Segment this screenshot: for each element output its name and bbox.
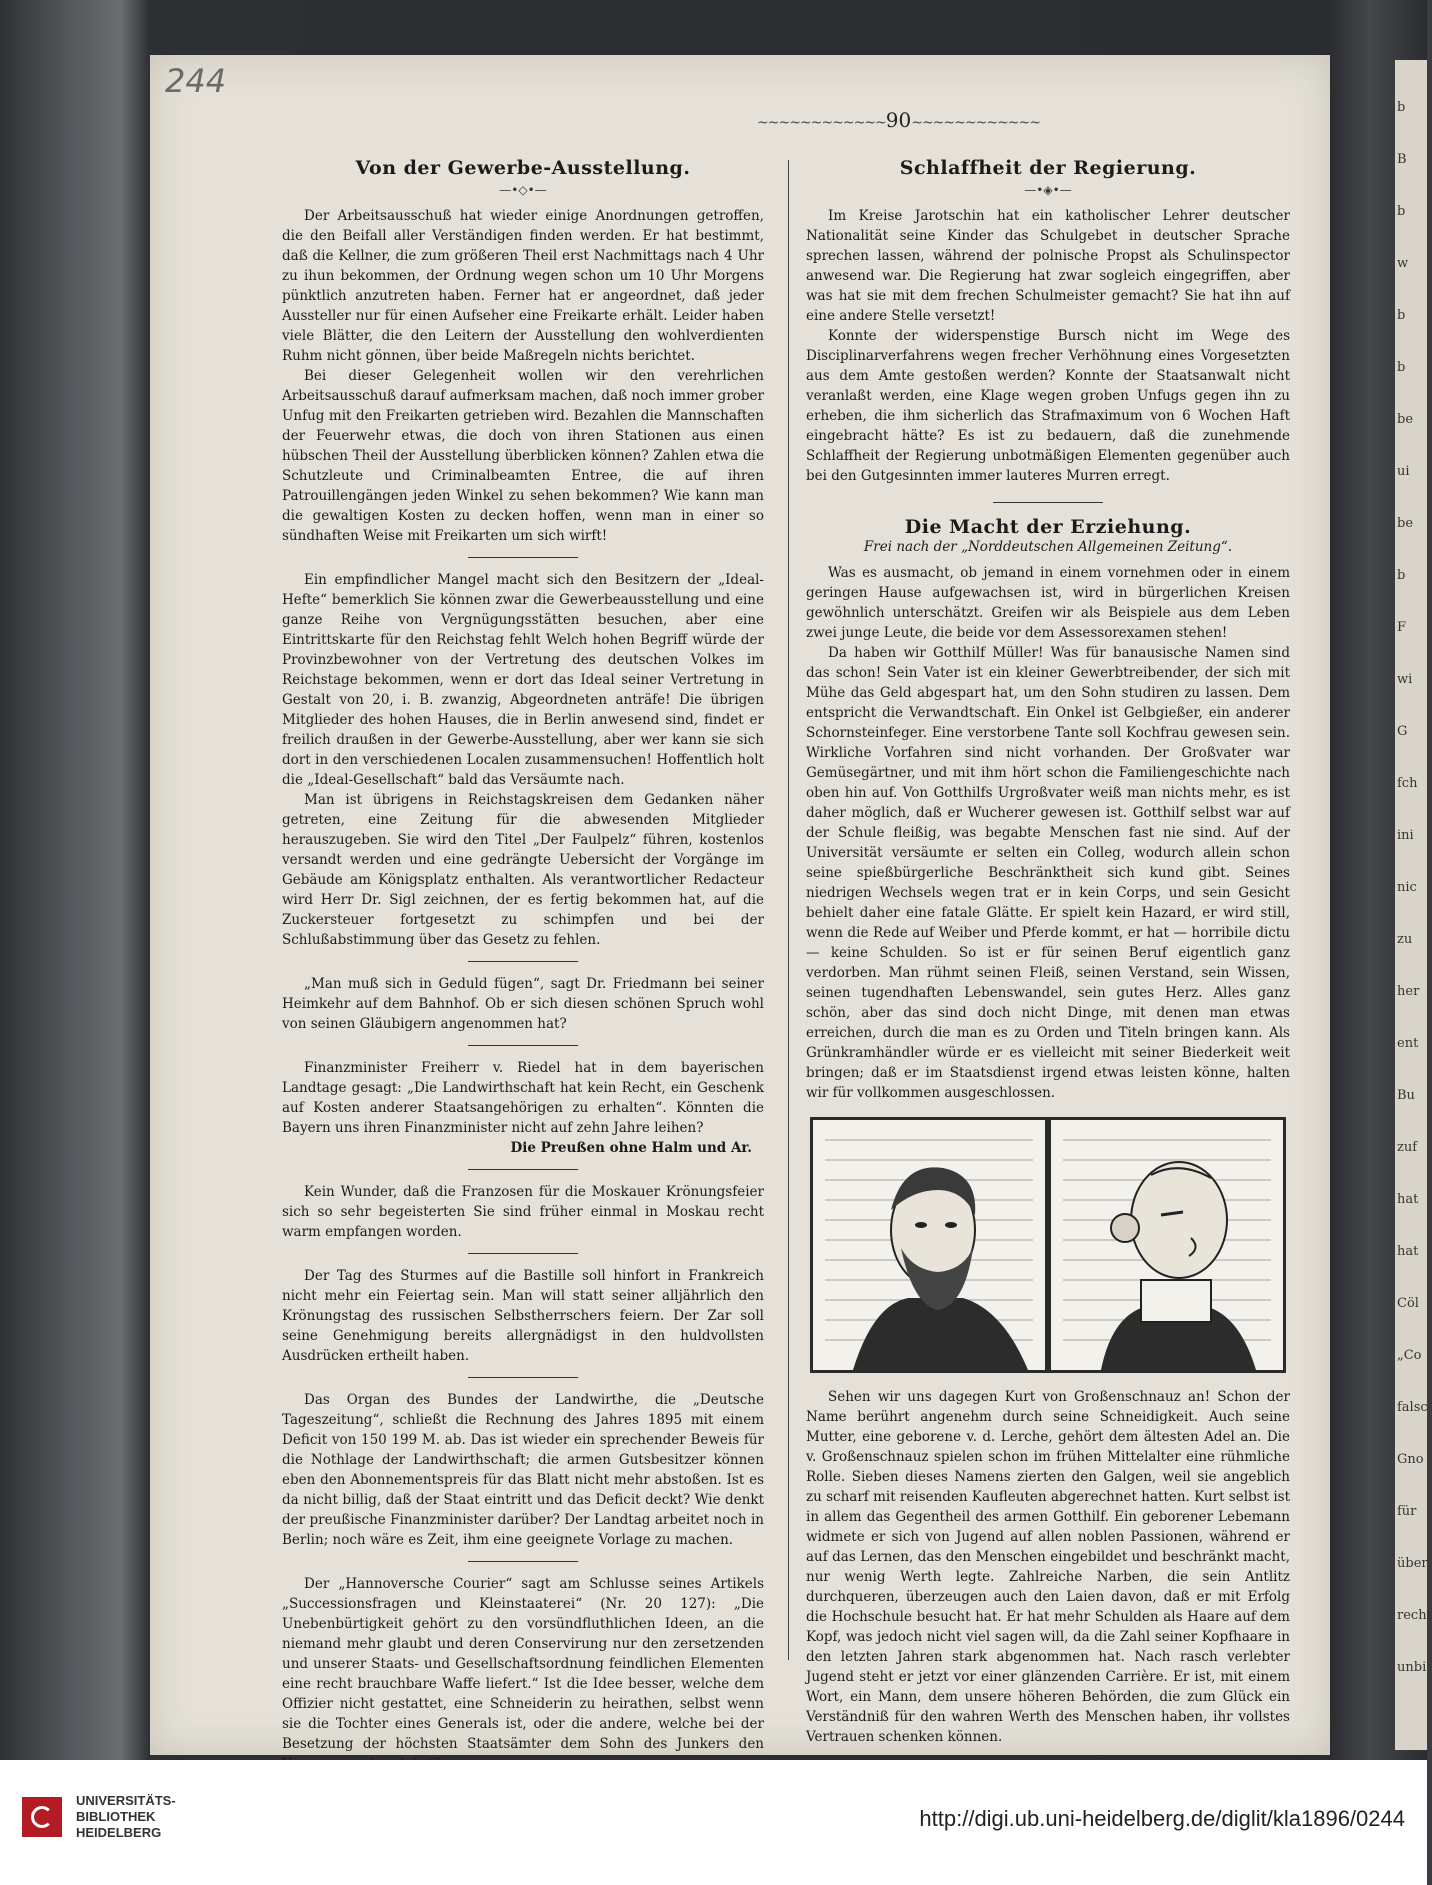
separator <box>468 1169 578 1170</box>
separator <box>468 1561 578 1562</box>
paragraph: Sehen wir uns dagegen Kurt von Großenschnauz an! Schon der Name berührt angenehm durch seine Schneidigkeit. Auch seine Mutter, eine geborene v. d. Lerche, gehört dem ältesten Adel an. Die v. Großenschnauz spielen schon im frühen Mittelalter eine rühmliche Rolle. Sieben dieses Namens zierten den Galgen, weil sie angeblich zu scharf mit reisenden Kaufleuten abgerechnet hatten. Kurt selbst ist in allem das Gegentheil des armen Gotthilf. Ein geborener Lebemann widmete er sich von Jugend auf allen noblen Passionen, während er auf das Lernen, das den Menschen eingebildet und beschränkt macht, nur wenig Werth legte. Zahlreiche Narben, die sein Antlitz durchqueren, überzeugen auch den Laien davon, daß er mit Erfolg die Hochschule besucht hat. Er hat mehr Schulden als Haare auf dem Kopf, was jedoch nicht viel sagen will, da die Zahl seiner Kopfhaare in den letzten Jahren stark abgenommen hat. Nach rasch verlebter Jugend steht er jetzt vor einer glänzenden Carrière. Er ist, mit einem Wort, ein Mann, dem unsere höheren Behörden, die zum Glück ein Verständniß für den wahren Werth des Menschen haben, ihr vollstes Vertrauen schenken können. <box>806 1389 1290 1745</box>
paragraph: Ein empfindlicher Mangel macht sich den Besitzern der „Ideal-Hefte“ bemerklich Sie können zwar die Gewerbeausstellung und eine ganze Reihe von Vergnügungsstätten besuchen, aber eine Eintrittskarte für den Reichstag fehlt Welch hohen Begriff würde der Provinzbewohner von der Vertretung des deutschen Volkes im Reichstage bekommen, wenn er dort das Ideal seiner Vertretung in Gestalt von 20, i. B. zwanzig, Abgeordneten anträfe! Die übrigen Mitglieder des hohen Hauses, die in Berlin anwesend sind, findet er freilich draußen in der Gewerbe-Ausstellung, aber wer kann sie sich dort in den verschiedenen Localen zusammensuchen! Hoffentlich holt die „Ideal-Gesellschaft“ bald das Versäumte nach. <box>282 572 764 788</box>
paragraph: „Man muß sich in Geduld fügen“, sagt Dr. Friedmann bei seiner Heimkehr auf dem Bahnhof. Ob er sich diesen schönen Spruch wohl von seinen Gläubigern angenommen hat? <box>282 976 764 1032</box>
paragraph: Finanzminister Freiherr v. Riedel hat in dem bayerischen Landtage gesagt: „Die Landwirthschaft hat kein Recht, ein Geschenk auf Kosten anderer Staatsangehörigen zu erhalten“. Könnten die Bayern uns ihren Finanzminister nicht auf zehn Jahre leihen? <box>282 1060 764 1136</box>
edge-fragment: ent <box>1397 1036 1419 1051</box>
edge-fragment: F <box>1397 620 1407 635</box>
paragraph: Das Organ des Bundes der Landwirthe, die „Deutsche Tageszeitung“, schließt die Rechnung des Jahres 1895 mit einem Deficit von 150 199 M. ab. Das ist wieder ein sprechender Beweis für die Nothlage der Landwirthschaft; die armen Gutsbesitzer können eben den Abonnementspreis für das Blatt nicht mehr abstoßen. Ist es da nicht billig, daß der Staat eintritt und das Deficit deckt? Wie denkt der preußische Finanzminister darüber? Der Landtag arbeitet noch in Berlin; noch wäre es Zeit, ihm eine geeignete Vorlage zu machen. <box>282 1392 764 1548</box>
page-number-text: 90 <box>885 108 912 132</box>
separator <box>468 1045 578 1046</box>
separator <box>468 1377 578 1378</box>
edge-fragment: be <box>1397 412 1414 427</box>
paragraph: Was es ausmacht, ob jemand in einem vornehmen oder in einem geringen Hause aufgewachsen ist, wird in bürgerlichen Kreisen gewöhnlich unterschätzt. Greifen wir als Beispiele aus dem Leben zwei junge Leute, die beide vor dem Assessorexamen stehen! <box>806 565 1290 641</box>
edge-fragment: w <box>1397 256 1409 271</box>
edge-fragment: b <box>1397 568 1406 583</box>
paragraph: Im Kreise Jarotschin hat ein katholischer Lehrer deutscher Nationalität seine Kinder das Schulgebet in deutscher Sprache sprechen lassen, während der polnische Propst als Schulinspector anwesend war. Die Regierung hat zwar sogleich eingegriffen, aber was hat sie mit dem frechen Schulmeister gemacht? Sie hat ihn auf eine andere Stelle versetzt! <box>806 208 1290 324</box>
edge-fragment: „Co <box>1397 1348 1422 1363</box>
separator <box>993 502 1103 503</box>
edge-fragment: für <box>1397 1504 1417 1519</box>
edge-fragment: B <box>1397 152 1407 167</box>
portrait-gotthilf-illustration <box>810 1117 1048 1373</box>
right-column <box>806 158 1290 1747</box>
paragraph: Der Tag des Sturmes auf die Bastille soll hinfort in Frankreich nicht mehr ein Feiertag sein. Man will statt seiner alljährlich den Krönungstag des russischen Selbstherrschers feiern. Der Zar soll seine Genehmigung bereits allergnädigst in den huldvollsten Ausdrücken ertheilt haben. <box>282 1268 764 1364</box>
paragraph: Der Arbeitsausschuß hat wieder einige Anordnungen getroffen, die den Beifall aller Verständigen finden werden. Er hat bestimmt, daß die Kellner, die zum größeren Theil erst Nachmittags nach 4 Uhr zu ihun bekommen, der Ordnung wegen schon um 10 Uhr Morgens pünktlich anzutreten haben. Ferner hat er angeordnet, daß jeder Aussteller nur für einen Aufseher eine Freikarte erhält. Leider haben viele Blätter, die den Leitern der Ausstellung den wohlverdienten Ruhm nicht gönnen, über beide Maßregeln nichts berichtet. <box>282 208 764 364</box>
paragraph: Kein Wunder, daß die Franzosen für die Moskauer Krönungsfeier sich so sehr begeisterten Sie sind früher einmal in Moskau recht warm empfangen worden. <box>282 1184 764 1240</box>
margin-note: 244 <box>165 62 227 100</box>
next-page-edge <box>1395 60 1432 1750</box>
separator <box>468 1253 578 1254</box>
portrait-kurt-illustration <box>1048 1117 1286 1373</box>
source-url-link[interactable]: http://digi.ub.uni-heidelberg.de/diglit/kla1896/0244 <box>919 1806 1405 1831</box>
edge-fragment: G <box>1397 724 1408 739</box>
article-title: Schlaffheit der Regierung. <box>899 157 1197 179</box>
left-column <box>282 158 764 1774</box>
edge-fragment: ini <box>1397 828 1414 843</box>
edge-fragment: hat <box>1397 1192 1419 1207</box>
library-logo[interactable] <box>22 1793 176 1841</box>
separator <box>468 557 578 558</box>
paragraph: Konnte der widerspenstige Bursch nicht im Wege des Disciplinarverfahrens wegen frecher Verhöhnung eines Vorgesetzten aus dem Amte gestoßen werden? Konnte der Staatsanwalt nicht veranlaßt werden, eine Klage wegen groben Unfugs gegen ihn zu erheben, die ihm sicherlich das Strafmaximum von 6 Wochen Haft eingebracht hätte? Es ist zu bedauern, daß die zunehmende Schlaffheit der Regierung unbotmäßigen Elementen gegenüber auch bei den Gutgesinnten immer lauteres Murren erregt. <box>806 328 1290 484</box>
edge-fragment: be <box>1397 516 1414 531</box>
column-divider <box>788 160 789 1660</box>
edge-fragment: falsc <box>1397 1400 1428 1415</box>
paragraph: Der „Hannoversche Courier“ sagt am Schlusse seines Artikels „Successionsfragen und Kleinstaaterei“ (Nr. 20 127): „Die Unebenbürtigkeit gehört zu den vorsündfluthlichen Ideen, an die niemand mehr glaubt und deren Conservirung nur den zersetzenden und unserer Staats- und Gesellschaftsordnung feindlichen Elementen eine recht brauchbare Waffe liefert.“ Ist die Idee besser, welche dem Offizier nicht gestattet, eine Schneiderin zu heirathen, selbst wenn sie die Tochter eines Generals ist, oder die andere, welche bei der Besetzung der höchsten Staatsämter dem Sohn des Junkers den <box>282 1576 764 1752</box>
page-number <box>757 108 1040 132</box>
separator <box>468 961 578 962</box>
edge-fragment: zuf <box>1397 1140 1418 1155</box>
edge-fragment: b <box>1397 360 1406 375</box>
paragraph: Man ist übrigens in Reichstagskreisen dem Gedanken näher getreten, eine Zeitung für die abwesenden Mitglieder herauszugeben. Sie wird den Titel „Der Faulpelz“ führen, kostenlos versandt werden und eine gedrängte Uebersicht der Vorgänge im Gebäude am Königsplatz enthalten. Als verantwortlicher Redacteur wird Herr Dr. Sigl zeichnen, der es fertig bekommen hat, auf die Zuckersteuer fortgesetzt zu schimpfen und bei der Schlußabstimmung über das Gesetz zu fehlen. <box>282 792 764 948</box>
article-title: Von der Gewerbe-Ausstellung. <box>355 157 691 179</box>
library-name-line: HEIDELBERG <box>76 1825 162 1840</box>
ornament: —•◈•— <box>1024 183 1072 197</box>
edge-fragment: hat <box>1397 1244 1419 1259</box>
paragraph: Bei dieser Gelegenheit wollen wir den verehrlichen Arbeitsausschuß darauf aufmerksam machen, daß noch immer grober Unfug mit den Freikarten getrieben wird. Bezahlen die Mannschaften der Feuerwehr etwas, die doch von ihren Stationen aus einen hübschen Theil der Ausstellung überblicken können? Zahlen etwa die Schutzleute und Criminalbeamten Entree, die auf ihren Patrouillengängen jeden Winkel zu sehen bekommen? Wie kann man die gewaltigen Kosten zu decken hoffen, wenn man in einer so sündhaften Weise mit Freikarten um sich wirft! <box>282 368 764 544</box>
signature: Die Preußen ohne Halm und Ar. <box>510 1140 752 1156</box>
edge-fragment: über <box>1397 1556 1428 1571</box>
edge-fragment: recht <box>1397 1608 1432 1623</box>
edge-fragment: fch <box>1397 776 1418 791</box>
library-name <box>76 1793 176 1841</box>
paragraph: Da haben wir Gotthilf Müller! Was für banausische Namen sind das schon! Sein Vater ist ein kleiner Gewerbtreibender, der sich mit Mühe das Geld abgespart hat, um den Sohn studiren zu lassen. Dem entspricht die Verwandtschaft. Ein Onkel ist Gelbgießer, ein anderer Schornsteinfeger. Eine verstorbene Tante soll Kochfrau gewesen sein. Wirkliche Vorfahren sind nicht vorhanden. Der Großvater war Gemüsegärtner, und mit ihm hört schon die Familiengeschichte nach oben hin auf. Von Gotthilfs Urgroßvater weiß man nichts mehr, es ist daher möglich, daß er Wucherer gewesen ist. Gotthilf selbst war auf der Schule fleißig, was begabte Menschen fast nie sind. Auf der Universität versäumte er selten ein Colleg, wodurch allein schon seine spießbürgerliche Beschränktheit sich kund gibt. Seines niedrigen Wechsels wegen trat er in kein Corps, und sein Gesicht behielt daher eine fatale Glätte. Er spielt kein Hazard, er wird still, wenn die Rede auf Weiber und Pferde kommt, er hat — horribile dictu — keine Schulden. So ist er für seinen Beruf eigentlich ganz verdorben. Man rühmt seinen Fleiß, seinen Verstand, sein Wissen, seinen tugendhaften Lebenswandel, sein gutes Herz. Alles ganz schön, aber das sind doch nicht Dinge, mit denen man etwas erreichen, durch die man es zu Orden und Titeln bringen kann. Als Grünkramhändler würde er es vielleicht mit seiner Biederkeit weit bringen; daß er im Staatsdienst irgend etwas leisten könne, halten wir für vollkommen ausgeschlossen. <box>806 645 1290 1101</box>
library-name-line: UNIVERSITÄTS- <box>76 1793 176 1808</box>
edge-fragment: b <box>1397 204 1406 219</box>
edge-fragment: nic <box>1397 880 1417 895</box>
edge-fragment: unbi <box>1397 1660 1427 1675</box>
edge-fragment: Bu <box>1397 1088 1415 1103</box>
edge-fragment: ui <box>1397 464 1410 479</box>
caricature-sketch <box>1051 1120 1283 1370</box>
article-title: Die Macht der Erziehung. <box>904 516 1192 538</box>
illustration-row <box>810 1117 1286 1373</box>
ornament: —•◇•— <box>499 183 547 197</box>
edge-fragment: b <box>1397 100 1406 115</box>
edge-fragment: wi <box>1397 672 1413 687</box>
edge-fragment: Gno <box>1397 1452 1424 1467</box>
edge-fragment: zu <box>1397 932 1413 947</box>
bearded-man-sketch <box>813 1120 1045 1370</box>
edge-fragment: Cöl <box>1397 1296 1419 1311</box>
library-seal-icon <box>22 1797 62 1837</box>
edge-fragment: b <box>1397 308 1406 323</box>
article-subtitle: Frei nach der „Norddeutschen Allgemeinen Zeitung“. <box>863 539 1233 555</box>
edge-fragment: her <box>1397 984 1420 999</box>
library-name-line: BIBLIOTHEK <box>76 1809 156 1824</box>
